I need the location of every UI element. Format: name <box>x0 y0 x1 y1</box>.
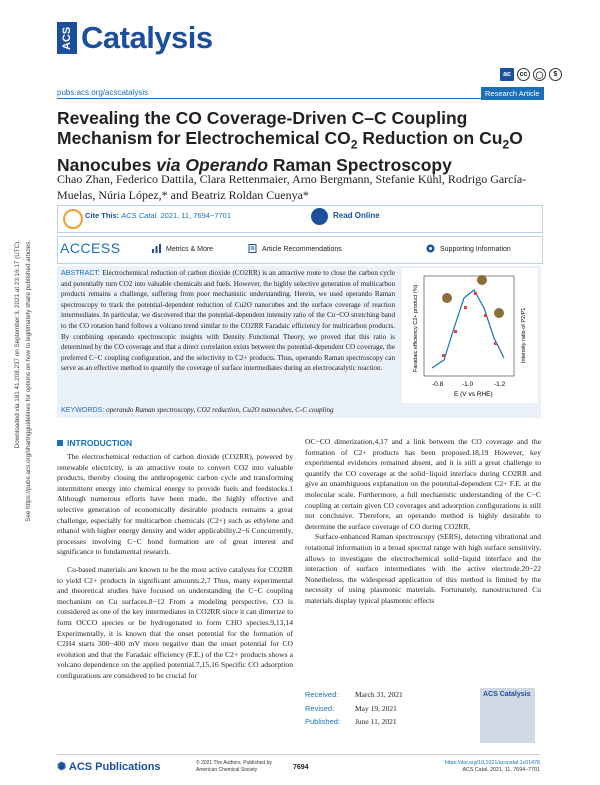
read-online-link[interactable]: Read Online <box>333 211 380 220</box>
intro-heading: INTRODUCTION <box>67 438 133 448</box>
download-notice-line1: Downloaded via 181.41.208.237 on September 3, 2021 at 23:16:17 (UTC). <box>14 240 21 449</box>
keywords <box>61 406 541 414</box>
toc-ylabel-right: Intensity ratio of P2/P1 <box>521 307 527 363</box>
intro-left-column <box>57 452 293 681</box>
journal-name: Catalysis <box>81 20 213 55</box>
open-access-icon: ac <box>500 68 514 81</box>
received-label: Received: <box>305 690 339 699</box>
download-notice-line2: See https://pubs.acs.org/sharingguidelines for options on how to legitimately share published articles. <box>25 240 32 522</box>
acs-badge: ACS <box>57 22 77 54</box>
header-rule <box>57 98 540 99</box>
by-icon: ◯ <box>533 68 546 81</box>
abstract-text: Electrochemical reduction of carbon dioxide (CO2RR) is an attractive route to close the carbon cycle and potentially turn CO2 into valuable chemicals and fuels. However, the highly selective generation of multicarbon products remains a challenge, suffering from poor mechanistic understanding. Herein, we used operando Raman spectroscopy to track the potential-dependent reduction of Cu2O nanocubes and the surface coverage of reaction intermediates. In particular, we discovered that the potential-dependent intensity ratio of the Cu−CO stretching band to the CO rotation band follows a volcano trend similar to the CO2RR Faradaic efficiency for multicarbon products. By combining operando spectroscopic insights with Density Functional Theory, we proved that this ratio is determined by the CO coverage and that a direct correlation exists between the potential-dependent CO coverage, the preferred C−C coupling configuration, and the selectivity to C2+ products. Thus, operando Raman spectroscopy can serve as an effective method to quantify the coverage of surface intermediates during an electrocatalytic reaction. <box>61 269 396 373</box>
metrics-link[interactable]: Metrics & More <box>166 246 214 253</box>
intro-paragraph: Surface-enhanced Raman spectroscopy (SERS), detecting vibrational and rotational information in a broad spectral range with high surface sensitivity, allows to investigate the electrochemical solid−liquid interface and the interaction of surface intermediates with the active electrode.20−22 Nonetheless, the widespread application of this method is limited by the necessity of using plasmonic materials. Fortunately, nanostructured Cu materials display typical plasmonic effects <box>305 532 541 605</box>
journal-url[interactable]: pubs.acs.org/acscatalysis <box>57 88 149 97</box>
bar-chart-icon <box>152 244 161 253</box>
doi-block <box>440 760 540 774</box>
published-label: Published: <box>305 717 341 726</box>
intro-paragraph: OC−CO dimerization,4,17 and a link between the CO coverage and the formation of C2+ products has been proposed.18,19 However, key experimental evidences remained absent, and it is still a great challenge to quantify the CO coverage at the solid−liquid interface during CO2RR and give an unambiguous explanation on the potential-dependent C2+ F.E. at the molecular scale. Furthermore, a full mechanistic understanding of the C−C coupling at certain given CO coverages and adsorption configurations is still not conclusive. Therefore, an operando method is highly desirable to determine the surface coverage of CO during CO2RR. <box>305 437 541 531</box>
copyright: © 2021 The Authors. Published by American Chemical Society <box>196 760 272 773</box>
cc-icon: cc <box>517 68 530 81</box>
footer-rule <box>57 754 540 755</box>
keywords-text: operando Raman spectroscopy, CO2 reduction, Cu2O nanocubes, C-C coupling <box>106 406 334 414</box>
toc-xtick-2: -1.0 <box>462 381 474 388</box>
toc-figure <box>402 268 538 403</box>
received-date: March 31, 2021 <box>355 690 403 699</box>
article-type-badge: Research Article <box>481 87 544 100</box>
thumb-label: ACS Catalysis <box>483 691 531 698</box>
supporting-info-link[interactable]: Supporting Information <box>440 246 511 253</box>
keywords-label: KEYWORDS: <box>61 406 105 414</box>
access-label: ACCESS <box>60 240 121 256</box>
toc-xtick-1: -0.8 <box>432 381 444 388</box>
download-notice <box>10 240 40 630</box>
abstract-label: ABSTRACT: <box>61 269 101 277</box>
section-marker-icon <box>57 440 63 446</box>
recommendations-link[interactable]: Article Recommendations <box>262 246 342 253</box>
intro-paragraph: The electrochemical reduction of carbon dioxide (CO2RR), powered by renewable electricity, is an attractive route to convert CO2 into valuable products, thereby closing the anthropogenic carbon cycle and transforming intermittent energy into chemical energy to provide fuels and feedstocks.1 Although numerous efforts have been made, the highly effective and selective generation of economically desirable products remains a great challenge, especially for multicarbon chemicals (C2+) such as ethylene and ethanol with higher energy density and wider applicability.2−6 Concurrently, processes involving C−C bond formation are of great interest and significance to fundamental research. <box>57 452 293 557</box>
read-online-icon[interactable] <box>311 208 328 225</box>
revised-date: May 19, 2021 <box>355 703 397 713</box>
intro-paragraph: Cu-based materials are known to be the most active catalysts for CO2RR to yield C2+ products in significant amounts.2,7 Thus, many experimental and theoretical studies have focused on understanding the C−C coupling mechanism on Cu surfaces.8−12 From a modeling perspective, CO is considered as one of the key intermediates in CO2RR since it can dimerize to form OCCO species or be hydrogenated to form CHO species.9,13,14 Experimentally, it is known that the onset potential for the formation of C2H4 starts 300−400 mV more negative than the onset potential for CO evolution and that the Faradaic efficiency (F.E.) of the C2+ products shows a volcano dependence on the applied potential.7,15,16 Specific CO adsorption configurations are considered to be crucial for <box>57 564 293 680</box>
document-icon <box>248 244 257 253</box>
article-title: Revealing the CO Coverage-Driven C–C Coupling Mechanism for Electrochemical $CO_2$ Reduction on $Cu_2O$ Nanocubes via Operando Raman Spectroscopy <box>57 108 523 175</box>
nc-icon: $ <box>549 68 562 81</box>
published-date: June 11, 2021 <box>355 717 397 726</box>
toc-ylabel-left: Faradaic efficiency C2+ product (%) <box>413 284 419 372</box>
journal-cover-thumbnail[interactable] <box>480 688 535 743</box>
quote-icon <box>63 209 83 229</box>
acs-publications-logo[interactable]: ✺ ACS Publications <box>57 761 161 773</box>
intro-right-column <box>305 437 541 607</box>
author-list[interactable]: Chao Zhan, Federico Dattila, Clara Rettenmaier, Arno Bergmann, Stefanie Kühl, Rodrigo García-Muelas, Núria López,* and Beatriz Roldan Cuenya* <box>57 172 527 202</box>
page-number: 7694 <box>293 764 309 771</box>
cite-this[interactable]: Cite This: ACS Catal. 2021, 11, 7694−7701 <box>85 211 232 220</box>
revised-label: Revised: <box>305 703 335 713</box>
citation-line: ACS Catal. 2021, 11, 7694−7701 <box>462 767 540 773</box>
license-icons[interactable] <box>500 68 562 81</box>
journal-logo[interactable] <box>57 20 223 58</box>
abstract <box>61 268 395 374</box>
toc-xlabel: E (V vs RHE) <box>454 391 493 398</box>
doi-link[interactable]: https://doi.org/10.1021/acscatal.1c01478 <box>444 760 540 766</box>
supporting-info-icon <box>426 244 435 253</box>
toc-xtick-3: -1.2 <box>494 381 506 388</box>
